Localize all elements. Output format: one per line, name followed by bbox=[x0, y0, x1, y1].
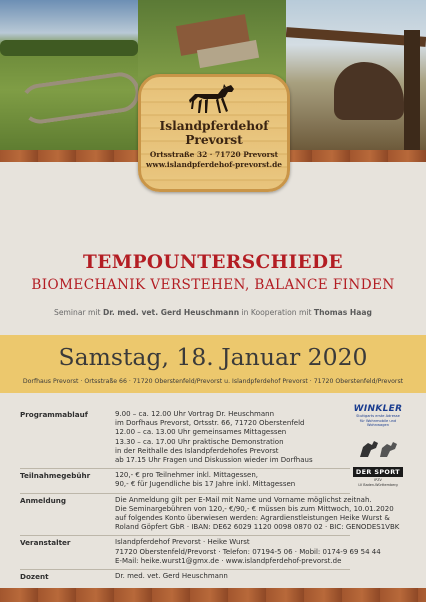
farm-website: www.islandpferdehof-prevorst.de bbox=[145, 160, 283, 169]
website-link[interactable]: www.islandpferdehof-prevorst.de bbox=[225, 556, 342, 565]
row-gebuehr: Teilnahmegebühr 120,- € pro Teilnehmer inkl. Mittagessen, 90,- € für Jugendliche bis 17 Jahre inkl. Mittagessen bbox=[20, 468, 350, 492]
label-veranstalter: Veranstalter bbox=[20, 538, 71, 548]
horses-logo-icon bbox=[354, 437, 402, 459]
sponsor-winkler: WINKLER Stuttgarts erste Adresse für Wohnmobile und Wohnwagen bbox=[350, 404, 406, 428]
photo-aerial-track bbox=[0, 0, 138, 150]
farm-name-line1: Islandpferdehof bbox=[159, 119, 269, 133]
wood-strip-bottom bbox=[0, 588, 426, 602]
row-programm: Programmablauf 9.00 – ca. 12.00 Uhr Vortrag Dr. Heuschmann im Dorfhaus Prevorst, Ortsstr. 66, 71720 Oberstenfeld 12.00 – ca. 13.00 Uhr gemeinsames Mittagessen 13.30 – ca. 17.00 Uhr praktische Demonstration in der Reithalle des Islandpferdehofes Prevorst ab 17.15 Uhr Fragen und Diskussion wieder im Dorfhaus bbox=[20, 410, 313, 465]
label-anmeldung: Anmeldung bbox=[20, 495, 67, 505]
label-programm: Programmablauf bbox=[20, 410, 88, 419]
label-dozent: Dozent bbox=[20, 572, 49, 582]
event-date: Samstag, 18. Januar 2020 bbox=[58, 343, 368, 371]
event-venue: Dorfhaus Prevorst · Ortsstraße 66 · 71720 Oberstenfeld/Prevorst u. Islandpferdehof Prevorst · 71720 Oberstenfeld/Prevorst bbox=[22, 378, 404, 385]
wood-strip-right bbox=[274, 150, 426, 162]
label-gebuehr: Teilnahmegebühr bbox=[20, 471, 91, 481]
sponsor-dersport: DER SPORT IPZV LV Baden-Württemberg bbox=[350, 437, 406, 487]
row-veranstalter: Veranstalter Islandpferdehof Prevorst · Heike Wurst 71720 Oberstenfeld/Prevorst · Telefon: 07194-5 06 · Mobil: 0174-9 69 54 44 E-Mail: heike.wurst1@gmx.de · www.islandpferdehof-prevorst.de bbox=[20, 535, 350, 569]
photo-horse-stable bbox=[286, 0, 426, 150]
page-title: TEMPOUNTERSCHIEDE bbox=[83, 252, 343, 273]
winkler-logo: WINKLER bbox=[353, 404, 403, 414]
dersport-logo: DER SPORT bbox=[353, 467, 403, 477]
farm-name-line2: Prevorst bbox=[185, 133, 243, 147]
wood-strip-left bbox=[0, 150, 152, 162]
horse-silhouette-icon bbox=[188, 83, 240, 119]
seminar-line: Seminar mit Dr. med. vet. Gerd Heuschmann in Kooperation mit Thomas Haag bbox=[54, 308, 372, 317]
speaker-1: Dr. med. vet. Gerd Heuschmann bbox=[102, 308, 240, 317]
speaker-2: Thomas Haag bbox=[313, 308, 372, 317]
farm-sign bbox=[138, 74, 290, 192]
farm-address: Ortsstraße 32 · 71720 Prevorst bbox=[149, 150, 279, 159]
row-dozent: Dozent Dr. med. vet. Gerd Heuschmann bbox=[20, 569, 350, 584]
row-anmeldung: Anmeldung Die Anmeldung gilt per E-Mail mit Name und Vorname möglichst zeitnah. Die Seminargebühren von 120,- €/90,- € müssen bis zum Mittwoch, 10.01.2020 auf folgendes Konto überwiesen werden: Agrardienstleistungen Heike Wurst & Roland Göpfert GbR · IBAN: DE62 6029 1120 0098 0870 02 · BIC: GENODES1VBK bbox=[20, 493, 350, 536]
page-subtitle: BIOMECHANIK VERSTEHEN, BALANCE FINDEN bbox=[31, 277, 395, 293]
